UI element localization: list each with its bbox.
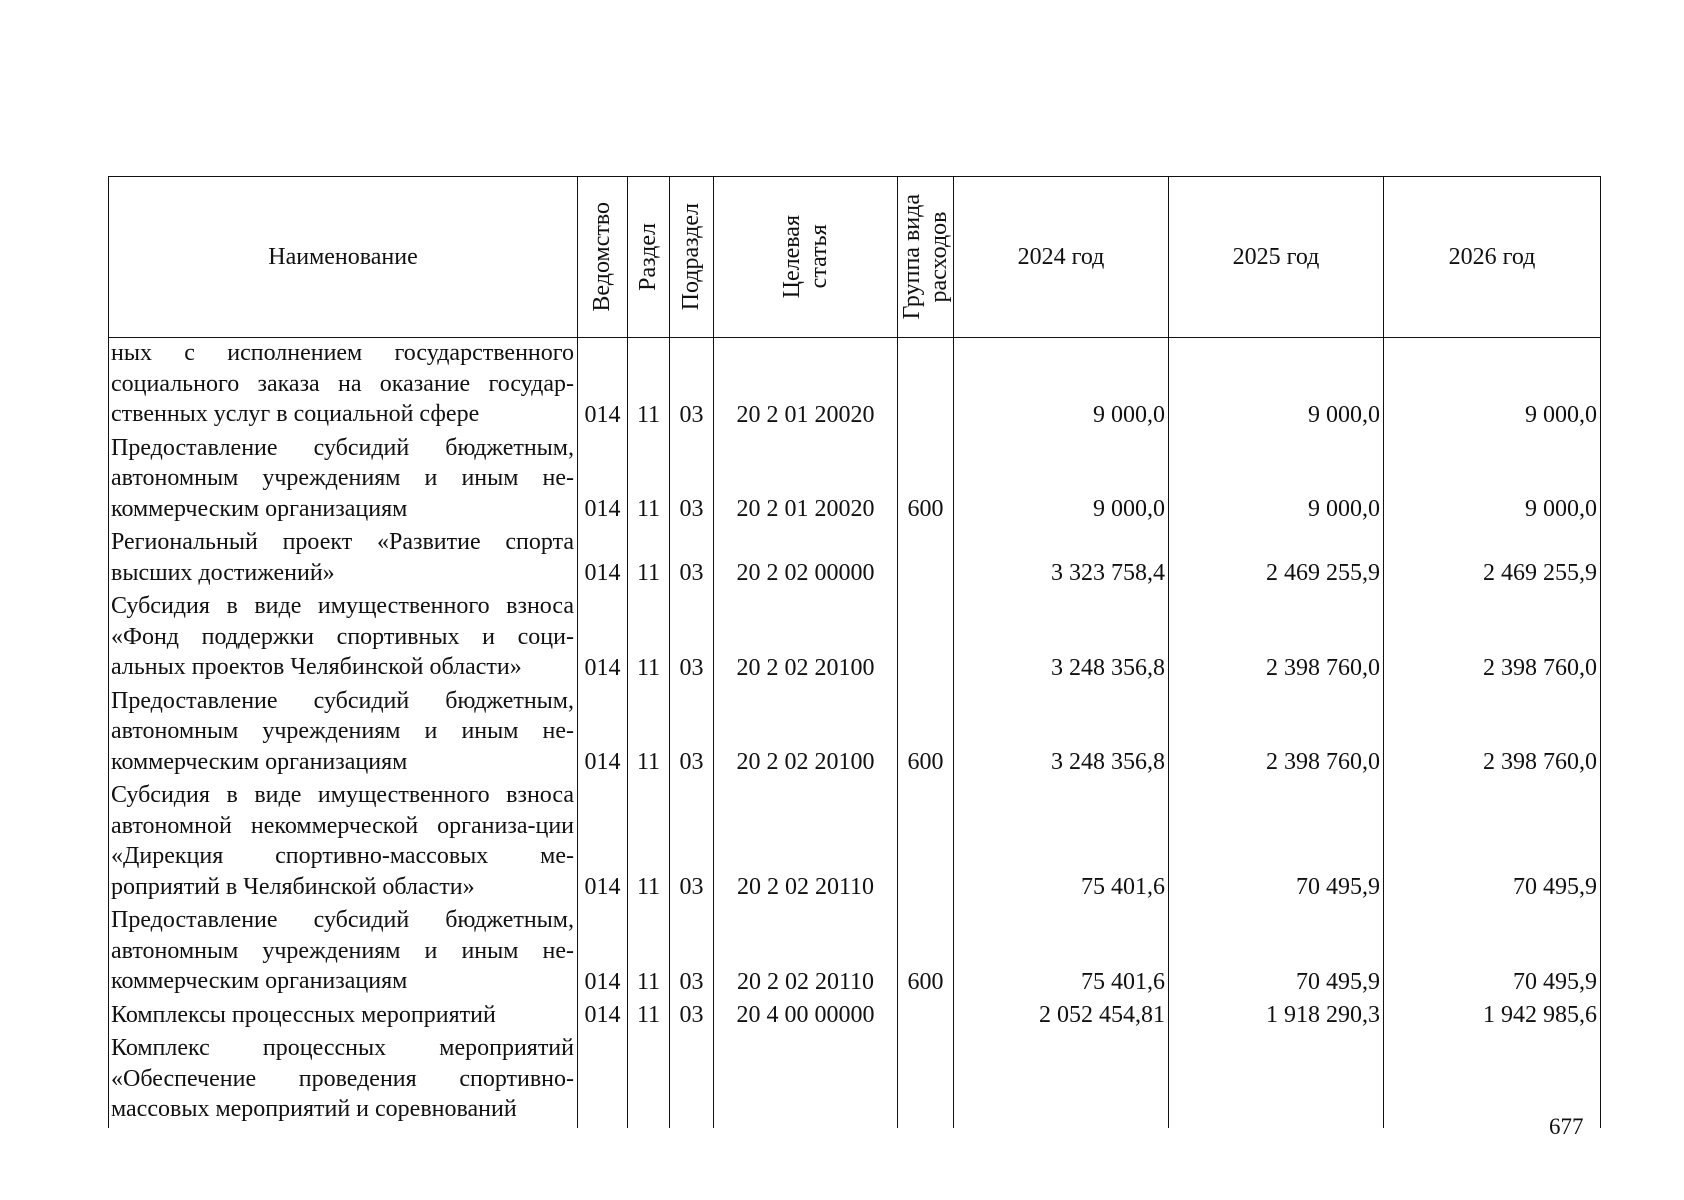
row-vid-rashodov xyxy=(898,1033,954,1128)
row-2025: 9 000,0 xyxy=(1169,338,1384,433)
row-vid-rashodov xyxy=(898,591,954,686)
row-podrazdel: 03 xyxy=(670,338,714,433)
budget-table-sheet xyxy=(108,176,1600,1128)
row-tselevaya-statya: 20 4 00 00000 xyxy=(714,1000,898,1034)
row-2025: 1 918 290,3 xyxy=(1169,1000,1384,1034)
row-2026: 70 495,9 xyxy=(1384,780,1601,905)
row-vid-rashodov: 600 xyxy=(898,686,954,781)
row-podrazdel: 03 xyxy=(670,433,714,528)
page-number: 677 xyxy=(1549,1114,1584,1139)
row-vid-rashodov xyxy=(898,338,954,433)
table-row xyxy=(109,780,1601,905)
row-2024: 3 248 356,8 xyxy=(954,686,1169,781)
row-2024: 9 000,0 xyxy=(954,433,1169,528)
row-2025: 70 495,9 xyxy=(1169,780,1384,905)
header-podrazdel: Подраздел xyxy=(670,177,714,338)
row-2026: 1 942 985,6 xyxy=(1384,1000,1601,1034)
row-2024: 2 052 454,81 xyxy=(954,1000,1169,1034)
row-vedomstvo: 014 xyxy=(578,1000,628,1034)
row-name: Предоставление субсидий бюджетным, автономным учреждениям и иным не-коммерческим организациям xyxy=(109,686,578,781)
header-gruppa-vida-rashodov: Группа вида расходов xyxy=(898,177,954,338)
row-podrazdel: 03 xyxy=(670,591,714,686)
row-razdel: 11 xyxy=(628,591,670,686)
row-2025: 2 398 760,0 xyxy=(1169,686,1384,781)
row-vid-rashodov xyxy=(898,780,954,905)
header-razdel: Раздел xyxy=(628,177,670,338)
row-name: Комплекс процессных мероприятий «Обеспечение проведения спортивно-массовых мероприятий и соревнований xyxy=(109,1033,578,1128)
row-razdel xyxy=(628,1033,670,1128)
row-vid-rashodov: 600 xyxy=(898,905,954,1000)
row-2025: 2 469 255,9 xyxy=(1169,527,1384,591)
row-vedomstvo: 014 xyxy=(578,686,628,781)
row-2024: 75 401,6 xyxy=(954,780,1169,905)
header-2025: 2025 год xyxy=(1169,177,1384,338)
row-vid-rashodov xyxy=(898,1000,954,1034)
row-tselevaya-statya: 20 2 01 20020 xyxy=(714,433,898,528)
row-razdel: 11 xyxy=(628,527,670,591)
row-vid-rashodov: 600 xyxy=(898,433,954,528)
row-2025: 70 495,9 xyxy=(1169,905,1384,1000)
row-podrazdel: 03 xyxy=(670,780,714,905)
row-tselevaya-statya: 20 2 02 20110 xyxy=(714,905,898,1000)
table-row xyxy=(109,527,1601,591)
row-tselevaya-statya: 20 2 02 20110 xyxy=(714,780,898,905)
table-row xyxy=(109,686,1601,781)
header-vedomstvo: Ведомство xyxy=(578,177,628,338)
row-vedomstvo: 014 xyxy=(578,591,628,686)
row-vid-rashodov xyxy=(898,527,954,591)
row-2024: 3 323 758,4 xyxy=(954,527,1169,591)
row-vedomstvo: 014 xyxy=(578,780,628,905)
row-name: ных с исполнением государственного социального заказа на оказание государ-ственных услуг в социальной сфере xyxy=(109,338,578,433)
header-2024: 2024 год xyxy=(954,177,1169,338)
row-vedomstvo: 014 xyxy=(578,338,628,433)
table-row xyxy=(109,433,1601,528)
row-2025: 2 398 760,0 xyxy=(1169,591,1384,686)
row-vedomstvo: 014 xyxy=(578,433,628,528)
row-name: Предоставление субсидий бюджетным, автономным учреждениям и иным не-коммерческим организациям xyxy=(109,433,578,528)
row-tselevaya-statya: 20 2 02 20100 xyxy=(714,591,898,686)
row-podrazdel: 03 xyxy=(670,686,714,781)
table-row xyxy=(109,1000,1601,1034)
row-2026: 70 495,9 xyxy=(1384,905,1601,1000)
table-row xyxy=(109,905,1601,1000)
row-podrazdel: 03 xyxy=(670,527,714,591)
row-2026: 9 000,0 xyxy=(1384,433,1601,528)
row-name: Субсидия в виде имущественного взноса автономной некоммерческой организа-ции «Дирекция спортивно-массовых ме-роприятий в Челябинской области» xyxy=(109,780,578,905)
header-name: Наименование xyxy=(109,177,578,338)
row-tselevaya-statya: 20 2 02 20100 xyxy=(714,686,898,781)
row-name: Комплексы процессных мероприятий xyxy=(109,1000,578,1034)
row-vedomstvo xyxy=(578,1033,628,1128)
row-2026: 2 398 760,0 xyxy=(1384,591,1601,686)
header-tselevaya-statya: Целевая статья xyxy=(714,177,898,338)
row-razdel: 11 xyxy=(628,905,670,1000)
row-razdel: 11 xyxy=(628,338,670,433)
header-2026: 2026 год xyxy=(1384,177,1601,338)
table-row xyxy=(109,1033,1601,1128)
row-razdel: 11 xyxy=(628,433,670,528)
row-2026: 9 000,0 xyxy=(1384,338,1601,433)
row-2024: 9 000,0 xyxy=(954,338,1169,433)
budget-table xyxy=(108,176,1601,1128)
row-vedomstvo: 014 xyxy=(578,527,628,591)
row-2024: 3 248 356,8 xyxy=(954,591,1169,686)
row-name: Предоставление субсидий бюджетным, автономным учреждениям и иным не-коммерческим организациям xyxy=(109,905,578,1000)
table-row xyxy=(109,591,1601,686)
table-row xyxy=(109,338,1601,433)
row-2026: 2 469 255,9 xyxy=(1384,527,1601,591)
row-tselevaya-statya xyxy=(714,1033,898,1128)
row-2024: 75 401,6 xyxy=(954,905,1169,1000)
table-header-row xyxy=(109,177,1601,338)
row-2025 xyxy=(1169,1033,1384,1128)
row-razdel: 11 xyxy=(628,686,670,781)
row-podrazdel: 03 xyxy=(670,1000,714,1034)
row-2024 xyxy=(954,1033,1169,1128)
row-podrazdel xyxy=(670,1033,714,1128)
row-razdel: 11 xyxy=(628,1000,670,1034)
row-tselevaya-statya: 20 2 01 20020 xyxy=(714,338,898,433)
row-2026: 2 398 760,0 xyxy=(1384,686,1601,781)
row-vedomstvo: 014 xyxy=(578,905,628,1000)
row-podrazdel: 03 xyxy=(670,905,714,1000)
row-tselevaya-statya: 20 2 02 00000 xyxy=(714,527,898,591)
row-2025: 9 000,0 xyxy=(1169,433,1384,528)
row-name: Субсидия в виде имущественного взноса «Фонд поддержки спортивных и соци-альных проектов Челябинской области» xyxy=(109,591,578,686)
row-name: Региональный проект «Развитие спорта высших достижений» xyxy=(109,527,578,591)
row-razdel: 11 xyxy=(628,780,670,905)
